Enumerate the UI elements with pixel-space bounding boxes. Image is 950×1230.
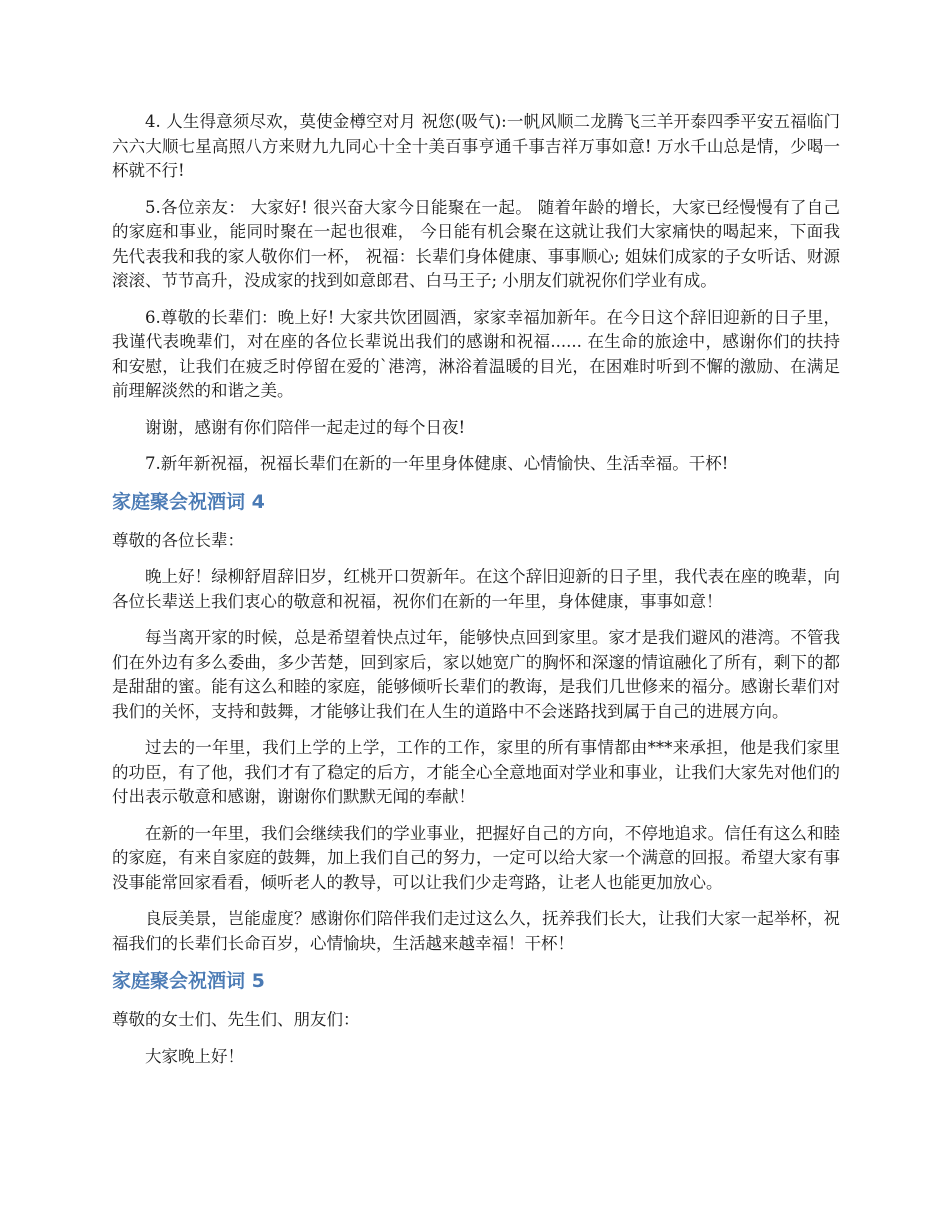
salutation: 尊敬的各位长辈： — [112, 530, 244, 550]
document-page — [112, 110, 840, 1081]
paragraph: 4. 人生得意须尽欢，莫使金樽空对月 祝您(吸气):一帆风顺二龙腾飞三羊开泰四季平安五福临门六六大顺七星高照八方来财九九同心十全十美百事亨通千事吉祥万事如意! 万水千山总是情，少喝一杯就不行! — [112, 112, 840, 180]
paragraph: 5.各位亲友： 大家好! 很兴奋大家今日能聚在一起。 随着年龄的增长，大家已经慢慢有了自己的家庭和事业，能同时聚在一起也很难， 今日能有机会聚在这就让我们大家痛快的喝起来，下面我先代表我和我的家人敬你们一杯， 祝福：长辈们身体健康、事事顺心; 姐妹们成家的子女听话、财源滚滚、节节高升，没成家的找到如意郎君、白马王子; 小朋友们就祝你们学业有成。 — [112, 197, 840, 290]
paragraph: 每当离开家的时候，总是希望着快点过年，能够快点回到家里。家才是我们避风的港湾。不管我们在外边有多么委曲，多少苦楚，回到家后，家以她宽广的胸怀和深邃的情谊融化了所有，剩下的都是甜甜的蜜。能有这么和睦的家庭，能够倾听长辈们的教诲，是我们几世修来的福分。感谢长辈们对我们的关怀，支持和鼓舞，才能够让我们在人生的道路中不会迷路找到属于自己的进展方向。 — [112, 628, 840, 721]
paragraph: 良辰美景，岂能虚度？感谢你们陪伴我们走过这么久，抚养我们长大，让我们大家一起举杯，祝福我们的长辈们长命百岁，心情愉块，生活越来越幸福！干杯！ — [112, 909, 840, 953]
paragraph: 晚上好！绿柳舒眉辞旧岁，红桃开口贺新年。在这个辞旧迎新的日子里，我代表在座的晚辈，向各位长辈送上我们衷心的敬意和祝福，祝你们在新的一年里，身体健康，事事如意！ — [112, 567, 840, 611]
paragraph: 在新的一年里，我们会继续我们的学业事业，把握好自己的方向，不停地追求。信任有这么和睦的家庭，有来自家庭的鼓舞，加上我们自己的努力，一定可以给大家一个满意的回报。希望大家有事没事能常回家看看，倾听老人的教导，可以让我们少走弯路，让老人也能更加放心。 — [112, 823, 840, 892]
paragraph: 过去的一年里，我们上学的上学，工作的工作，家里的所有事情都由***来承担，他是我们家里的功臣，有了他，我们才有了稳定的后方，才能全心全意地面对学业和事业，让我们大家先对他们的付出表示敬意和感谢，谢谢你们默默无闻的奉献！ — [112, 738, 840, 806]
paragraph: 7.新年新祝福，祝福长辈们在新的一年里身体健康、心情愉快、生活幸福。干杯! — [145, 454, 729, 473]
paragraph: 6.尊敬的长辈们：晚上好! 大家共饮团圆酒，家家幸福加新年。在今日这个辞旧迎新的日子里，我谨代表晚辈们，对在座的各位长辈说出我们的感谢和祝福...... 在生命的旅途中，感谢你们的扶持和安慰，让我们在疲乏时停留在爱的`港湾，淋浴着温暖的目光，在困难时听到不懈的激励、在满足前理解淡然的和谐之美。 — [112, 307, 840, 400]
paragraph: 大家晚上好！ — [145, 1046, 244, 1066]
paragraph: 谢谢，感谢有你们陪伴一起走过的每个日夜! — [145, 417, 466, 437]
salutation: 尊敬的女士们、先生们、朋友们： — [112, 1010, 360, 1029]
section-heading-4: 家庭聚会祝酒词 4 — [112, 490, 265, 513]
section-heading-5: 家庭聚会祝酒词 5 — [112, 970, 265, 992]
